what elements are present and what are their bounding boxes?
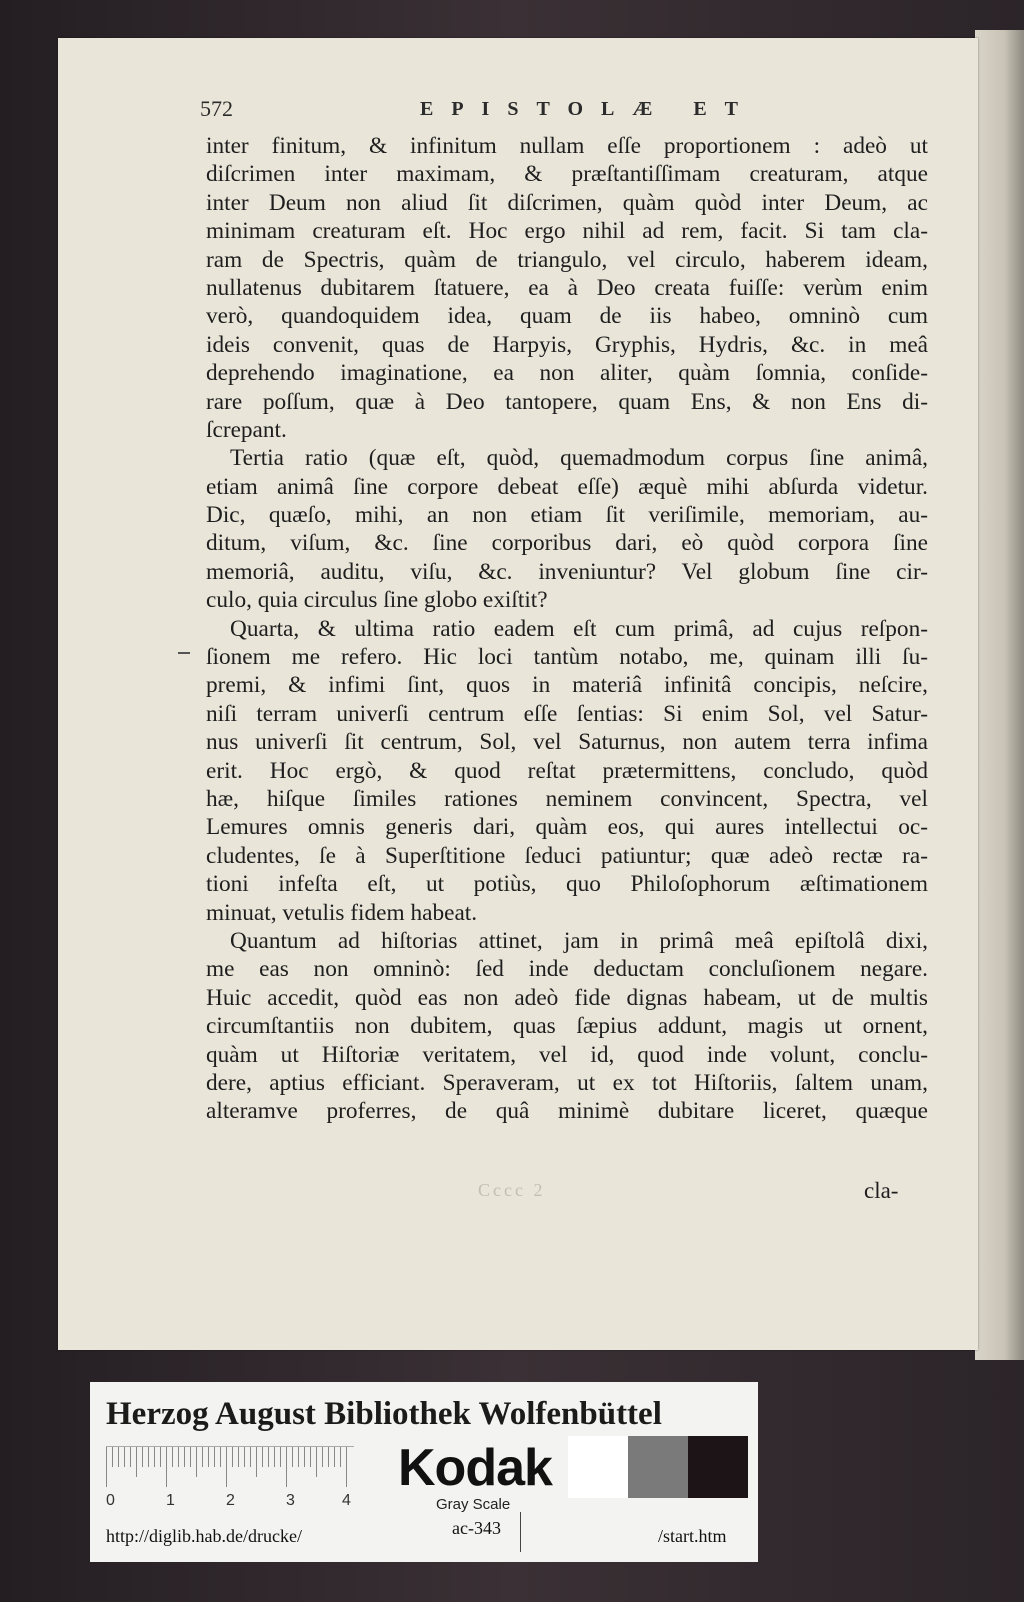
ruler-tick: [310, 1447, 311, 1467]
ruler-tick: [154, 1447, 155, 1467]
text-line: alteramve proferres, de quâ minimè dubitare liceret, quæque: [206, 1098, 928, 1125]
ruler-tick: [280, 1447, 281, 1467]
catchword: cla-: [864, 1178, 899, 1203]
text-line: erit. Hoc ergò, & quod reſtat prætermittens, concludo, quòd: [206, 757, 928, 784]
text-line: Huic accedit, quòd eas non adeò fide dignas habeam, ut de multis: [206, 984, 928, 1011]
ruler-tick: [304, 1447, 305, 1467]
ruler-tick: [214, 1447, 215, 1467]
library-name: Herzog August Bibliothek Wolfenbüttel: [106, 1396, 662, 1432]
ruler-tick: [160, 1447, 161, 1467]
margin-mark: [178, 652, 190, 654]
text-line: Lemures omnis generis dari, quàm eos, qui aures intellectui oc-: [206, 814, 928, 841]
text-line: quàm ut Hiſtoriæ veritatem, vel id, quod inde volunt, conclu-: [206, 1041, 928, 1068]
running-head: [200, 96, 920, 126]
ruler-tick: [286, 1447, 287, 1487]
text-line: memoriâ, auditu, viſu, &c. inveniuntur? Vel globum ſine cir-: [206, 558, 928, 585]
ruler-tick: [130, 1447, 131, 1467]
text-body: [206, 132, 928, 1126]
text-line: dere, aptius efficiant. Speraveram, ut ex tot Hiſtoriis, ſaltem unam,: [206, 1069, 928, 1096]
ruler-tick: [220, 1447, 221, 1467]
source-url: http://diglib.hab.de/drucke/: [106, 1526, 302, 1546]
signature-mark: Cccc 2: [478, 1180, 546, 1200]
text-line: hæ, hiſque ſimiles rationes neminem convincent, Spectra, vel: [206, 785, 928, 812]
text-line: ditum, viſum, &c. ſine corporibus dari, eò quòd corpora ſine: [206, 530, 928, 557]
ruler-tick: [346, 1447, 347, 1487]
ruler-tick: [226, 1447, 227, 1487]
text-line: nullatenus dubitarem ſtatuere, ea à Deo creata fuiſſe: verùm enim: [206, 274, 928, 301]
ruler-tick: [298, 1447, 299, 1467]
text-line: deprehendo imaginatione, ea non aliter, quàm ſomnia, conſide-: [206, 360, 928, 387]
ruler-tick: [268, 1447, 269, 1467]
text-line: diſcrimen inter maximam, & præſtantiſſimam creaturam, atque: [206, 161, 928, 188]
ruler-tick: [322, 1447, 323, 1467]
ruler-tick: [166, 1447, 167, 1487]
ruler-tick: [208, 1447, 209, 1467]
ruler-tick: [202, 1447, 203, 1467]
page-number: 572: [200, 96, 233, 121]
running-title: EPISTOLÆ ET: [420, 98, 757, 120]
text-line: ideis convenit, quas de Harpyis, Gryphis, Hydris, &c. in meâ: [206, 331, 928, 358]
ruler-tick: [118, 1447, 119, 1467]
ruler-number: 0: [106, 1492, 115, 1509]
text-line: nus univerſi ſit centrum, Sol, vel Saturnus, non autem terra infima: [206, 729, 928, 756]
text-line: etiam animâ ſine corpore debeat eſſe) æquè mihi abſurda videtur.: [206, 473, 928, 500]
gray-swatch-white: [568, 1436, 628, 1498]
ruler-tick: [172, 1447, 173, 1467]
ruler-tick: [112, 1447, 113, 1467]
ruler-tick: [262, 1447, 263, 1467]
ruler-tick: [256, 1447, 257, 1477]
ruler-tick: [184, 1447, 185, 1467]
code-divider: [520, 1512, 521, 1552]
text-line: cludentes, ſe à Superſtitione ſeduci patiuntur; quæ adeò rectæ ra-: [206, 842, 928, 869]
kodak-logo: Kodak: [398, 1439, 552, 1497]
text-line: inter finitum, & infinitum nullam eſſe proportionem : adeò ut: [206, 133, 928, 159]
ruler-number: 4: [342, 1492, 351, 1509]
text-line: rare poſſum, quæ à Deo tantopere, quam Ens, & non Ens di-: [206, 388, 928, 415]
shelfmark-code: ac-343: [452, 1518, 501, 1538]
text-line: Quantum ad hiſtorias attinet, jam in primâ meâ epiſtolâ dixi,: [230, 927, 928, 954]
ruler-tick: [328, 1447, 329, 1467]
text-line: ram de Spectris, quàm de triangulo, vel circulo, haberem ideam,: [206, 246, 928, 273]
gray-swatch-mid: [628, 1436, 688, 1498]
start-link-text: /start.htm: [658, 1526, 727, 1546]
ruler-tick: [250, 1447, 251, 1467]
ruler-tick: [232, 1447, 233, 1467]
text-line: minuat, vetulis fidem habeat.: [206, 899, 478, 926]
ruler-tick: [136, 1447, 137, 1477]
ruler-tick: [106, 1447, 107, 1487]
text-line: inter Deum non aliud ſit diſcrimen, quàm quòd inter Deum, ac: [206, 189, 928, 216]
gray-swatch-black: [688, 1436, 748, 1498]
text-line: niſi terram univerſi centrum eſſe ſentias: Si enim Sol, vel Satur-: [206, 700, 928, 727]
ruler-tick: [340, 1447, 341, 1467]
ruler-tick: [274, 1447, 275, 1467]
text-line: culo, quia circulus ſine globo exiſtit?: [206, 587, 548, 614]
ruler-tick: [142, 1447, 143, 1467]
text-line: minimam creaturam eſt. Hoc ergo nihil ad rem, facit. Si tam cla-: [206, 218, 928, 245]
ruler-number: 2: [226, 1492, 235, 1509]
ruler-tick: [148, 1447, 149, 1467]
text-line: Quarta, & ultima ratio eadem eſt cum primâ, ad cujus reſpon-: [230, 615, 928, 642]
ruler-tick: [316, 1447, 317, 1477]
ruler-tick: [124, 1447, 125, 1467]
text-line: me eas non omninò: ſed inde deductam concluſionem negare.: [206, 956, 928, 983]
facing-page-edge: [975, 30, 1024, 1360]
ruler-tick: [238, 1447, 239, 1467]
text-line: Dic, quæſo, mihi, an non etiam ſit veriſimile, memoriam, au-: [206, 502, 928, 529]
gray-scale-label: Gray Scale: [436, 1496, 511, 1513]
ruler-tick: [244, 1447, 245, 1467]
text-line: verò, quandoquidem idea, quam de iis habeo, omninò cum: [206, 303, 928, 330]
text-line: tioni infeſta eſt, ut potiùs, quo Philoſophorum æſtimationem: [206, 871, 928, 898]
ruler-tick: [292, 1447, 293, 1467]
ruler-scale: [106, 1446, 354, 1487]
ruler-tick: [178, 1447, 179, 1467]
ruler-number: 3: [286, 1492, 295, 1509]
text-line: ſionem me refero. Hic loci tantùm notabo, me, quinam illi ſu-: [206, 644, 928, 671]
ruler-tick: [334, 1447, 335, 1467]
text-line: Tertia ratio (quæ eſt, quòd, quemadmodum corpus ſine animâ,: [230, 445, 928, 472]
text-line: ſcrepant.: [206, 416, 287, 443]
ruler-tick: [190, 1447, 191, 1467]
text-line: premi, & infimi ſint, quos in materiâ infinitâ concipis, neſcire,: [206, 672, 928, 699]
ruler-number: 1: [166, 1492, 175, 1509]
target-card: [90, 1382, 758, 1562]
ruler-tick: [196, 1447, 197, 1477]
text-line: circumſtantiis non dubitem, quas ſæpius addunt, magis ut ornent,: [206, 1013, 928, 1040]
